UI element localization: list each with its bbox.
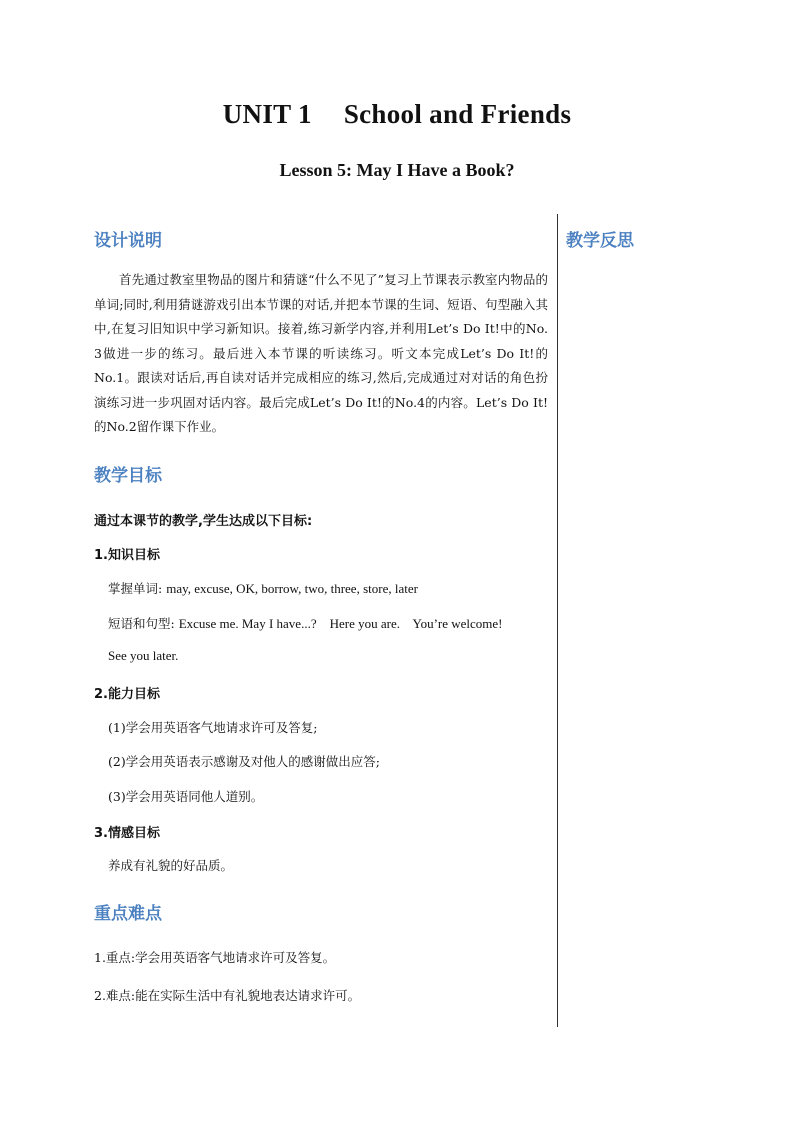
words-list: may, excuse, OK, borrow, two, three, store, later [166, 581, 418, 596]
unit-title [0, 99, 794, 130]
words-line [108, 579, 418, 597]
key-point: 1.重点:学会用英语客气地请求许可及答复。 [94, 950, 336, 965]
ability-item-2: (2)学会用英语表示感谢及对他人的感谢做出应答; [108, 754, 380, 769]
emotion-text: 养成有礼貌的好品质。 [108, 858, 234, 873]
lesson-title: Lesson 5: May I Have a Book? [279, 160, 515, 180]
emotion-heading: 3.情感目标 [94, 826, 160, 841]
ability-item-3: (3)学会用英语同他人道别。 [108, 789, 264, 804]
phrases-continued: See you later. [108, 648, 179, 663]
knowledge-heading: 1.知识目标 [94, 548, 160, 563]
difficulty-point: 2.难点:能在实际生活中有礼貌地表达请求许可。 [94, 988, 361, 1003]
unit-name: School and Friends [343, 99, 572, 129]
phrases-list: Excuse me. May I have...? Here you are. You’re welcome! [178, 616, 503, 631]
unit-number: UNIT 1 [222, 99, 312, 129]
objectives-heading: 教学目标 [94, 466, 162, 486]
column-divider [557, 214, 558, 1027]
key-points-heading: 重点难点 [94, 904, 162, 924]
ability-heading: 2.能力目标 [94, 687, 160, 702]
phrases-line [108, 614, 503, 632]
phrases-label: 短语和句型: [108, 616, 175, 631]
design-notes-heading: 设计说明 [94, 231, 162, 251]
words-label: 掌握单词: [108, 581, 163, 596]
reflection-heading: 教学反思 [566, 231, 634, 251]
design-notes-paragraph: 首先通过教室里物品的图片和猜谜“什么不见了”复习上节课表示教室内物品的单词;同时,利用猜谜游戏引出本节课的对话,并把本节课的生词、短语、句型融入其中,在复习旧知识中学习新知识。接着,练习新学内容,并利用Let’s Do It!中的No. 3做进一步的练习。最后进入本节课的听读练习。听文本完成Let’s Do It!的No.1。跟读对话后,再自读对话并完成相应的练习,然后,完成通过对对话的角色扮演练习进一步巩固对话内容。最后完成Let’s Do It!的No.4的内容。Let’s Do It!的No.2留作课下作业。 [94, 272, 548, 434]
ability-item-1: (1)学会用英语客气地请求许可及答复; [108, 720, 318, 735]
objectives-intro: 通过本课节的教学,学生达成以下目标: [94, 514, 313, 529]
